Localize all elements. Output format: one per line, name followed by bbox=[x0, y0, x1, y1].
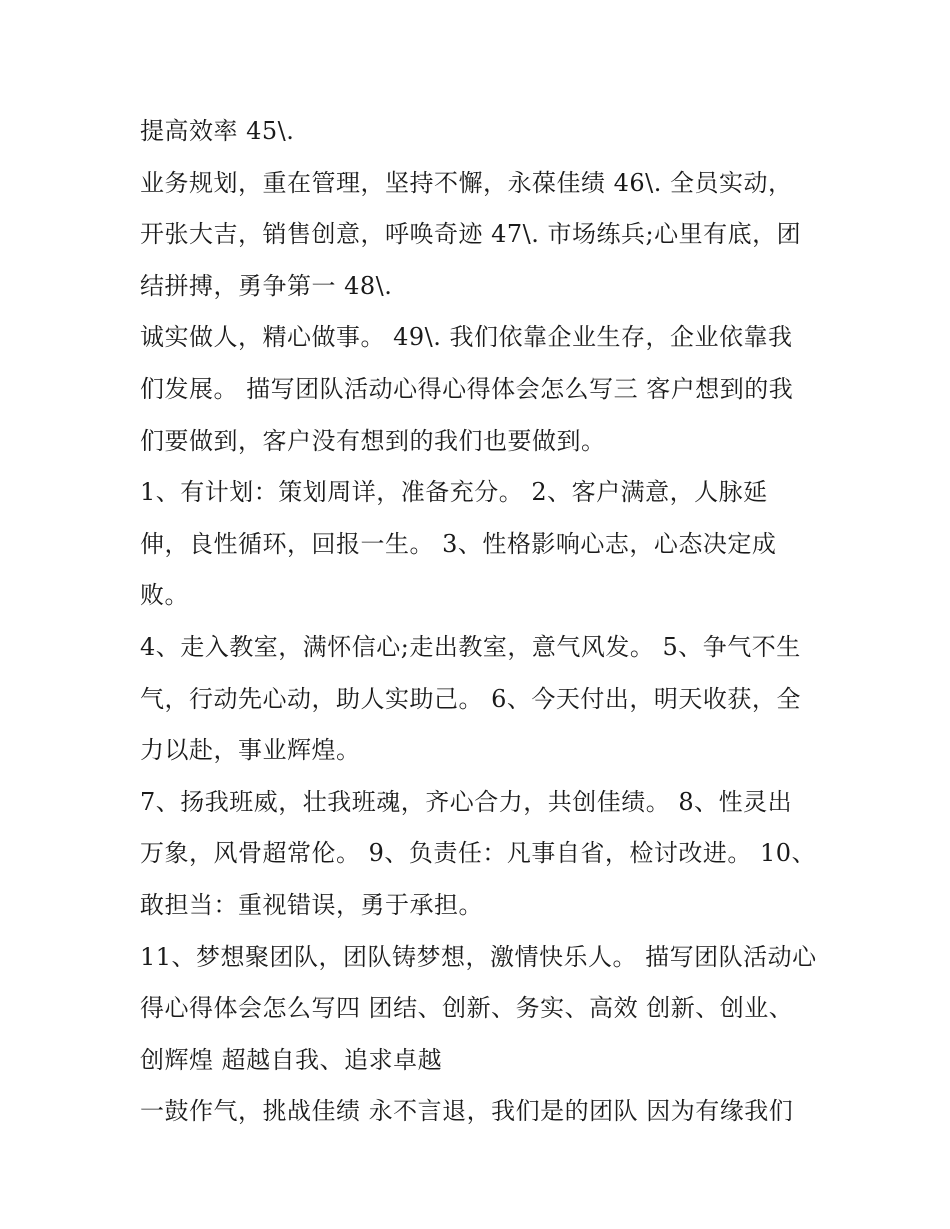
text-line: 敢担当：重视错误，勇于承担。 bbox=[140, 890, 483, 919]
document-body bbox=[140, 108, 820, 1140]
text-line: 一鼓作气，挑战佳绩 永不言退，我们是的团队 因为有缘我们 bbox=[140, 1097, 794, 1126]
text-line: 11、梦想聚团队，团队铸梦想，激情快乐人。 描写团队活动心 bbox=[140, 942, 817, 971]
text-line: 提高效率 45\. bbox=[140, 117, 295, 145]
text-line: 开张大吉，销售创意，呼唤奇迹 47\. 市场练兵;心里有底，团 bbox=[140, 220, 802, 249]
text-line: 败。 bbox=[140, 581, 189, 610]
text-line: 得心得体会怎么写四 团结、创新、务实、高效 创新、创业、 bbox=[140, 994, 794, 1023]
text-line: 伸，良性循环，回报一生。 3、性格影响心志，心态决定成 bbox=[140, 529, 777, 558]
text-line: 7、扬我班威，壮我班魂，齐心合力，共创佳绩。 8、性灵出 bbox=[140, 787, 793, 816]
text-line: 诚实做人，精心做事。 49\. 我们依靠企业生存，企业依靠我 bbox=[140, 323, 793, 352]
text-line: 万象，风骨超常伦。 9、负责任：凡事自省，检讨改进。 10、 bbox=[140, 839, 817, 868]
text-line: 们发展。 描写团队活动心得心得体会怎么写三 客户想到的我 bbox=[140, 374, 794, 403]
text-line: 气，行动先心动，助人实助己。 6、今天付出，明天收获，全 bbox=[140, 684, 801, 713]
text-line: 业务规划，重在管理，坚持不懈，永葆佳绩 46\. 全员实动， bbox=[140, 168, 793, 197]
text-line: 创辉煌 超越自我、追求卓越 bbox=[140, 1045, 443, 1074]
text-line: 4、走入教室，满怀信心;走出教室，意气风发。 5、争气不生 bbox=[140, 632, 801, 661]
text-line: 1、有计划：策划周详，准备充分。 2、客户满意，人脉延 bbox=[140, 478, 768, 507]
text-line: 结拼搏，勇争第一 48\. bbox=[140, 271, 393, 300]
text-line: 力以赴，事业辉煌。 bbox=[140, 736, 361, 765]
text-line: 们要做到，客户没有想到的我们也要做到。 bbox=[140, 426, 606, 455]
